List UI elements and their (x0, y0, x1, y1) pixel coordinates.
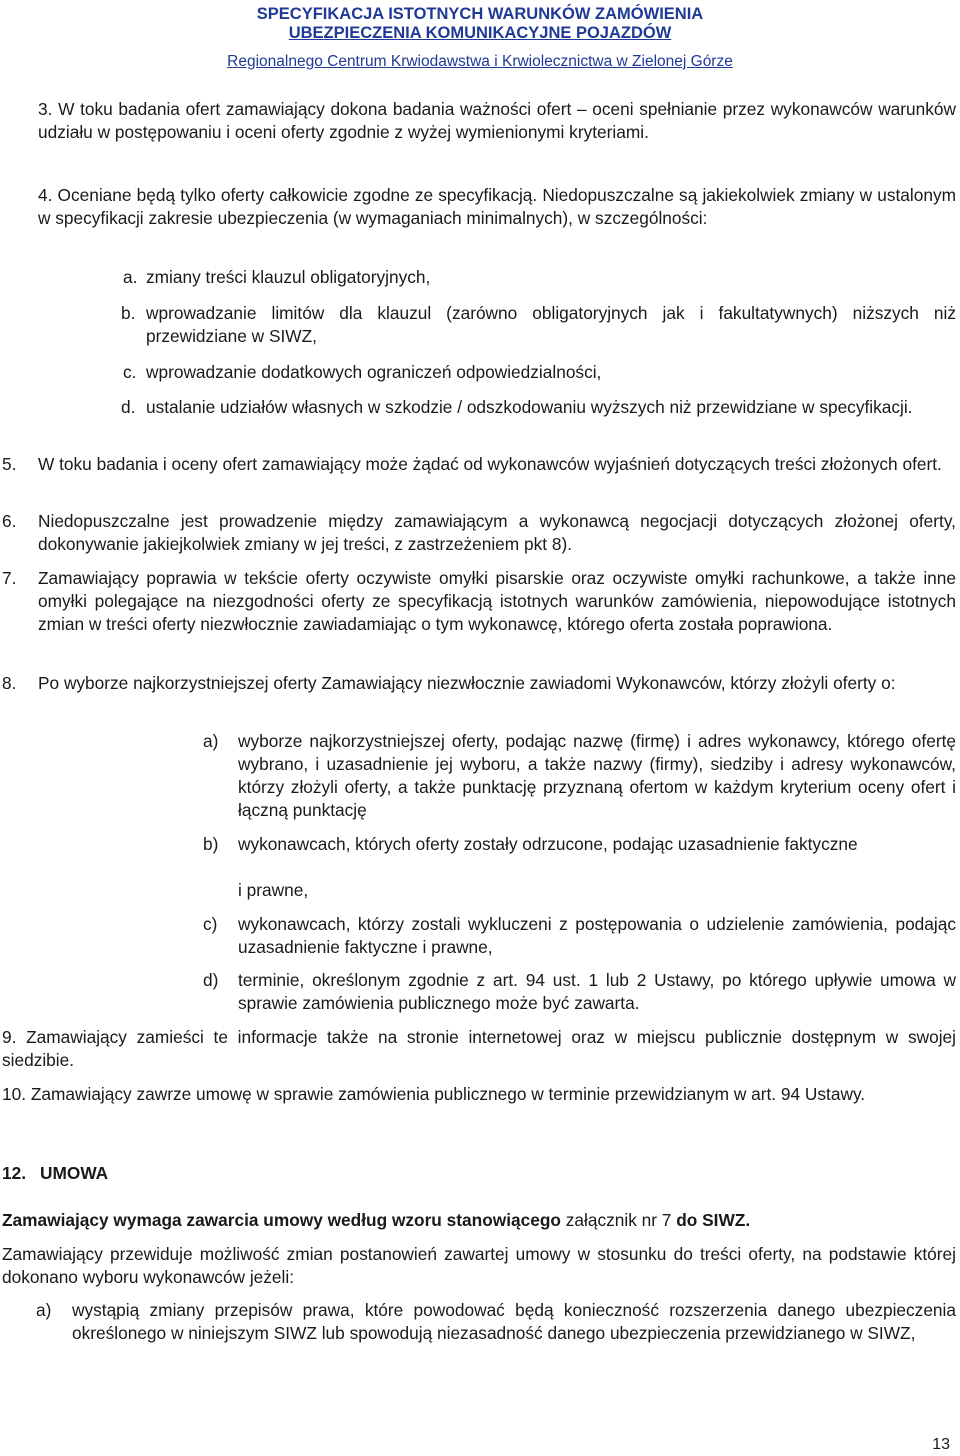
item-8-a-text: wyborze najkorzystniejszej oferty, podając nazwę (firmę) i adres wykonawcy, którego ofertę wybrano, i uzasadnienie jej wyboru, a także nazwy (firmy), siedziby i adresy wykonawców, którzy złożyli oferty, a także punktację przyznaną ofertom w każdym kryterium oceny ofert i łączną punktację (238, 731, 956, 820)
section-title: UMOWA (40, 1163, 109, 1183)
item-8-c-text: wykonawcach, którzy zostali wykluczeni z postępowania o udzielenie zamówienia, podając uzasadnienie faktyczne i prawne, (238, 914, 956, 957)
amendment-paragraph: Zamawiający przewiduje możliwość zmian postanowień zawartej umowy w stosunku do treści oferty, na podstawie której dokonano wyboru wykonawców jeżeli: (2, 1244, 956, 1287)
item-4-a-label: a. (123, 267, 138, 287)
item-8-c-label: c) (203, 914, 218, 934)
item-7: Zamawiający poprawia w tekście oferty oczywiste omyłki pisarskie oraz oczywiste omyłki rachunkowe, a także inne omyłki polegające na niezgodności oferty ze specyfikacją istotnych warunków zamówienia, niepowodujące istotnych zmian w treści oferty niezwłocznie zawiadamiając o tym wykonawcę, którego oferta została poprawiona. (38, 568, 956, 634)
item-10: 10. Zamawiający zawrze umowę w sprawie zamówienia publicznego w terminie przewidzianym w art. 94 Ustawy. (2, 1084, 866, 1104)
item-8-d-label: d) (203, 970, 219, 990)
item-8-b-text-cont: i prawne, (238, 880, 309, 900)
item-3: 3. W toku badania ofert zamawiający dokona badania ważności ofert – oceni spełnianie przez wykonawców warunków udziału w postępowaniu i oceni oferty zgodnie z wyżej wymienionymi kryteriami. (38, 99, 956, 142)
contract-requirement-bold-2: do SIWZ. (676, 1210, 751, 1230)
header-subtitle: UBEZPIECZENIA KOMUNIKACYJNE POJAZDÓW (288, 24, 672, 42)
item-9: 9. Zamawiający zamieści te informacje także na stronie internetowej oraz w miejscu publicznie dostępnym w swojej siedzibie. (2, 1027, 956, 1070)
section-number: 12. (2, 1163, 27, 1183)
item-8-d-text: terminie, określonym zgodnie z art. 94 ust. 1 lub 2 Ustawy, po którego upływie umowa w sprawie zamówienia publicznego może być zawarta. (238, 970, 956, 1013)
contract-requirement-bold-1: Zamawiający wymaga zawarcia umowy według wzoru stanowiącego (2, 1210, 561, 1230)
amendment-a-label: a) (36, 1300, 52, 1320)
item-4: 4. Oceniane będą tylko oferty całkowicie zgodne ze specyfikacją. Niedopuszczalne są jakiekolwiek zmiany w ustalonym w specyfikacji zakresie ubezpieczenia (w wymaganiach minimalnych), w szczególności: (38, 185, 956, 228)
item-4-d-text: ustalanie udziałów własnych w szkodzie / odszkodowaniu wyższych niż przewidziane w specyfikacji. (146, 397, 913, 417)
item-8-b-label: b) (203, 834, 219, 854)
item-6: Niedopuszczalne jest prowadzenie między zamawiającym a wykonawcą negocjacji dotyczących złożonej oferty, dokonywanie jakiejkolwiek zmiany w jej treści, z zastrzeżeniem pkt 8). (38, 511, 956, 554)
item-5-number: 5. (2, 454, 17, 474)
item-7-number: 7. (2, 568, 17, 588)
item-8-number: 8. (2, 673, 17, 693)
item-4-a-text: zmiany treści klauzul obligatoryjnych, (146, 267, 431, 287)
contract-requirement (2, 1209, 956, 1232)
item-8-a-label: a) (203, 731, 219, 751)
header-institution: Regionalnego Centrum Krwiodawstwa i Krwiolecznictwa w Zielonej Górze (227, 53, 733, 70)
item-4-c-text: wprowadzanie dodatkowych ograniczeń odpowiedzialności, (146, 362, 602, 382)
contract-requirement-attachment: załącznik nr 7 (560, 1210, 677, 1230)
header-title: SPECYFIKACJA ISTOTNYCH WARUNKÓW ZAMÓWIENIA (256, 5, 704, 23)
item-4-b-label: b. (121, 303, 136, 323)
item-4-c-label: c. (123, 362, 137, 382)
item-5: W toku badania i oceny ofert zamawiający może żądać od wykonawców wyjaśnień dotyczących treści złożonych ofert. (38, 454, 942, 474)
item-8-b-text: wykonawcach, których oferty zostały odrzucone, podając uzasadnienie faktyczne (238, 834, 858, 854)
item-8: Po wyborze najkorzystniejszej oferty Zamawiający niezwłocznie zawiadomi Wykonawców, którzy złożyli oferty o: (38, 673, 896, 693)
amendment-a-text: wystąpią zmiany przepisów prawa, które powodować będą konieczność rozszerzenia danego ubezpieczenia określonego w niniejszym SIWZ lub spowodują niezasadność danego ubezpieczenia przewidzianego w SIWZ, (72, 1300, 956, 1343)
item-4-b-text: wprowadzanie limitów dla klauzul (zarówno obligatoryjnych jak i fakultatywnych) niższych niż przewidziane w SIWZ, (146, 303, 956, 346)
item-6-number: 6. (2, 511, 17, 531)
item-4-d-label: d. (121, 397, 136, 417)
page-number: 13 (932, 1436, 950, 1453)
